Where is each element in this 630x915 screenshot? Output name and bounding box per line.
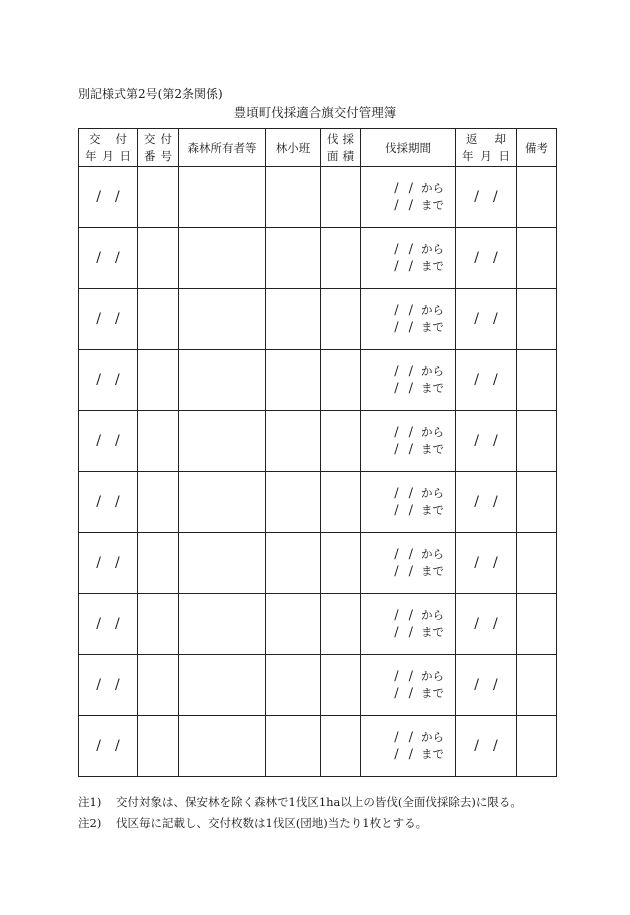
until-label: まで xyxy=(421,564,444,578)
remarks-cell[interactable] xyxy=(517,594,557,655)
owner-cell[interactable] xyxy=(179,228,266,289)
header-forest-section: 林小班 xyxy=(266,129,321,167)
area-cell[interactable] xyxy=(321,350,361,411)
return-date-cell[interactable] xyxy=(456,228,517,289)
table-row xyxy=(79,289,557,350)
issue-number-cell[interactable] xyxy=(138,594,179,655)
return-date-cell[interactable] xyxy=(456,289,517,350)
period-from: / / から xyxy=(394,668,447,685)
forest-section-cell[interactable] xyxy=(266,472,321,533)
issue-date-slashes xyxy=(79,555,137,571)
header-remarks: 備考 xyxy=(517,129,557,167)
period-cell[interactable] xyxy=(361,533,456,594)
date-slash: / xyxy=(96,433,101,449)
forest-section-cell[interactable] xyxy=(266,716,321,777)
owner-cell[interactable] xyxy=(179,411,266,472)
from-label: から xyxy=(421,242,444,256)
remarks-cell[interactable] xyxy=(517,716,557,777)
header-period: 伐採期間 xyxy=(361,129,456,167)
from-label: から xyxy=(421,608,444,622)
issue-number-cell[interactable] xyxy=(138,655,179,716)
until-label: まで xyxy=(421,625,444,639)
table-row xyxy=(79,716,557,777)
forest-section-cell[interactable] xyxy=(266,594,321,655)
from-label: から xyxy=(421,364,444,378)
issue-number-cell[interactable] xyxy=(138,472,179,533)
remarks-cell[interactable] xyxy=(517,167,557,228)
date-slash: / xyxy=(474,250,479,266)
period-until: / / まで xyxy=(394,197,447,214)
issue-number-cell[interactable] xyxy=(138,167,179,228)
date-slash: / xyxy=(115,677,120,693)
return-date-cell[interactable] xyxy=(456,594,517,655)
issue-date-slashes xyxy=(79,616,137,632)
area-cell[interactable] xyxy=(321,167,361,228)
until-label: まで xyxy=(421,686,444,700)
date-slash: / xyxy=(96,616,101,632)
date-slash: / xyxy=(474,616,479,632)
remarks-cell[interactable] xyxy=(517,289,557,350)
period-cell[interactable] xyxy=(361,228,456,289)
table-row xyxy=(79,472,557,533)
from-label: から xyxy=(421,547,444,561)
header-issue-date: 交 付 年 月 日 xyxy=(79,129,138,167)
date-slash: / xyxy=(493,616,498,632)
date-slash: / xyxy=(115,433,120,449)
period-cell[interactable] xyxy=(361,472,456,533)
table-row xyxy=(79,167,557,228)
period-until: / / まで xyxy=(394,563,447,580)
return-date-cell[interactable] xyxy=(456,472,517,533)
issue-date-slashes xyxy=(79,189,137,205)
issue-number-cell[interactable] xyxy=(138,411,179,472)
period-until: / / まで xyxy=(394,624,447,641)
date-slash: / xyxy=(96,738,101,754)
owner-cell[interactable] xyxy=(179,716,266,777)
issue-date-cell[interactable] xyxy=(79,472,138,533)
until-label: まで xyxy=(421,747,444,761)
return-date-cell[interactable] xyxy=(456,533,517,594)
date-slash: / xyxy=(96,372,101,388)
note-1: 注1) 交付対象は、保安林を除く森林で1伐区1ha以上の皆伐(全面伐採除去)に限る。 xyxy=(78,795,522,809)
issue-date-cell[interactable] xyxy=(79,411,138,472)
owner-cell[interactable] xyxy=(179,472,266,533)
table-row xyxy=(79,655,557,716)
date-slash: / xyxy=(493,250,498,266)
notes xyxy=(78,792,522,834)
return-date-slashes xyxy=(456,738,516,754)
return-date-slashes xyxy=(456,677,516,693)
date-slash: / xyxy=(474,311,479,327)
forest-section-cell[interactable] xyxy=(266,655,321,716)
until-label: まで xyxy=(421,320,444,334)
return-date-slashes xyxy=(456,189,516,205)
document-title: 豊頃町伐採適合旗交付管理簿 xyxy=(233,105,397,120)
return-date-cell[interactable] xyxy=(456,411,517,472)
header-area: 伐 採 面 積 xyxy=(321,129,361,167)
remarks-cell[interactable] xyxy=(517,350,557,411)
issue-date-slashes xyxy=(79,250,137,266)
date-slash: / xyxy=(474,555,479,571)
date-slash: / xyxy=(115,616,120,632)
forest-section-cell[interactable] xyxy=(266,167,321,228)
date-slash: / xyxy=(115,311,120,327)
issue-date-cell[interactable] xyxy=(79,289,138,350)
issue-date-cell[interactable] xyxy=(79,350,138,411)
area-cell[interactable] xyxy=(321,411,361,472)
return-date-cell[interactable] xyxy=(456,167,517,228)
ledger-table xyxy=(78,128,557,777)
forest-section-cell[interactable] xyxy=(266,228,321,289)
from-label: から xyxy=(421,730,444,744)
issue-date-slashes xyxy=(79,677,137,693)
date-slash: / xyxy=(115,555,120,571)
period-cell[interactable] xyxy=(361,655,456,716)
date-slash: / xyxy=(115,372,120,388)
period-cell[interactable] xyxy=(361,411,456,472)
return-date-slashes xyxy=(456,372,516,388)
return-date-slashes xyxy=(456,250,516,266)
issue-date-cell[interactable] xyxy=(79,594,138,655)
issue-date-slashes xyxy=(79,433,137,449)
return-date-cell[interactable] xyxy=(456,350,517,411)
period-until: / / まで xyxy=(394,685,447,702)
return-date-slashes xyxy=(456,494,516,510)
header-return-date: 返 却 年 月 日 xyxy=(456,129,517,167)
date-slash: / xyxy=(96,555,101,571)
owner-cell[interactable] xyxy=(179,289,266,350)
date-slash: / xyxy=(115,250,120,266)
from-label: から xyxy=(421,669,444,683)
forest-section-cell[interactable] xyxy=(266,533,321,594)
from-label: から xyxy=(421,181,444,195)
until-label: まで xyxy=(421,503,444,517)
from-label: から xyxy=(421,425,444,439)
period-from: / / から xyxy=(394,729,447,746)
return-date-slashes xyxy=(456,616,516,632)
until-label: まで xyxy=(421,381,444,395)
forest-section-cell[interactable] xyxy=(266,411,321,472)
from-label: から xyxy=(421,486,444,500)
period-cell[interactable] xyxy=(361,167,456,228)
return-date-slashes xyxy=(456,555,516,571)
date-slash: / xyxy=(493,494,498,510)
date-slash: / xyxy=(96,250,101,266)
until-label: まで xyxy=(421,259,444,273)
issue-date-cell[interactable] xyxy=(79,228,138,289)
period-until: / / まで xyxy=(394,258,447,275)
table-row xyxy=(79,350,557,411)
date-slash: / xyxy=(96,189,101,205)
issue-date-cell[interactable] xyxy=(79,167,138,228)
area-cell[interactable] xyxy=(321,655,361,716)
date-slash: / xyxy=(493,311,498,327)
date-slash: / xyxy=(493,738,498,754)
issue-date-cell[interactable] xyxy=(79,655,138,716)
table-row xyxy=(79,533,557,594)
remarks-cell[interactable] xyxy=(517,655,557,716)
issue-date-slashes xyxy=(79,311,137,327)
form-label: 別記様式第2号(第2条関係) xyxy=(78,87,223,101)
period-from: / / から xyxy=(394,546,447,563)
table-row xyxy=(79,594,557,655)
period-from: / / から xyxy=(394,180,447,197)
table-row xyxy=(79,228,557,289)
date-slash: / xyxy=(115,494,120,510)
issue-date-cell[interactable] xyxy=(79,533,138,594)
area-cell[interactable] xyxy=(321,289,361,350)
date-slash: / xyxy=(96,677,101,693)
header-owner: 森林所有者等 xyxy=(179,129,266,167)
date-slash: / xyxy=(474,189,479,205)
issue-date-slashes xyxy=(79,494,137,510)
period-until: / / まで xyxy=(394,746,447,763)
return-date-slashes xyxy=(456,433,516,449)
period-cell[interactable] xyxy=(361,289,456,350)
owner-cell[interactable] xyxy=(179,350,266,411)
date-slash: / xyxy=(474,372,479,388)
issue-date-cell[interactable] xyxy=(79,716,138,777)
owner-cell[interactable] xyxy=(179,594,266,655)
remarks-cell[interactable] xyxy=(517,533,557,594)
date-slash: / xyxy=(474,677,479,693)
date-slash: / xyxy=(474,433,479,449)
period-until: / / まで xyxy=(394,441,447,458)
from-label: から xyxy=(421,303,444,317)
forest-section-cell[interactable] xyxy=(266,350,321,411)
date-slash: / xyxy=(493,189,498,205)
period-from: / / から xyxy=(394,424,447,441)
date-slash: / xyxy=(96,311,101,327)
period-until: / / まで xyxy=(394,319,447,336)
period-until: / / まで xyxy=(394,380,447,397)
date-slash: / xyxy=(493,677,498,693)
owner-cell[interactable] xyxy=(179,655,266,716)
owner-cell[interactable] xyxy=(179,533,266,594)
period-cell[interactable] xyxy=(361,716,456,777)
date-slash: / xyxy=(493,372,498,388)
return-date-cell[interactable] xyxy=(456,655,517,716)
issue-number-cell[interactable] xyxy=(138,716,179,777)
date-slash: / xyxy=(474,738,479,754)
period-from: / / から xyxy=(394,485,447,502)
note-2: 注2) 伐区毎に記載し、交付枚数は1伐区(団地)当たり1枚とする。 xyxy=(78,816,428,830)
table-row xyxy=(79,411,557,472)
period-from: / / から xyxy=(394,363,447,380)
issue-date-slashes xyxy=(79,372,137,388)
period-cell[interactable] xyxy=(361,350,456,411)
period-cell[interactable] xyxy=(361,594,456,655)
period-from: / / から xyxy=(394,607,447,624)
issue-number-cell[interactable] xyxy=(138,350,179,411)
forest-section-cell[interactable] xyxy=(266,289,321,350)
remarks-cell[interactable] xyxy=(517,228,557,289)
date-slash: / xyxy=(96,494,101,510)
area-cell[interactable] xyxy=(321,533,361,594)
area-cell[interactable] xyxy=(321,472,361,533)
period-from: / / から xyxy=(394,302,447,319)
date-slash: / xyxy=(115,189,120,205)
header-row xyxy=(79,129,557,167)
period-until: / / まで xyxy=(394,502,447,519)
period-from: / / から xyxy=(394,241,447,258)
issue-number-cell[interactable] xyxy=(138,289,179,350)
return-date-slashes xyxy=(456,311,516,327)
remarks-cell[interactable] xyxy=(517,472,557,533)
until-label: まで xyxy=(421,442,444,456)
owner-cell[interactable] xyxy=(179,167,266,228)
area-cell[interactable] xyxy=(321,594,361,655)
until-label: まで xyxy=(421,198,444,212)
issue-number-cell[interactable] xyxy=(138,533,179,594)
return-date-cell[interactable] xyxy=(456,716,517,777)
remarks-cell[interactable] xyxy=(517,411,557,472)
header-issue-number: 交 付 番 号 xyxy=(138,129,179,167)
area-cell[interactable] xyxy=(321,716,361,777)
date-slash: / xyxy=(493,433,498,449)
issue-number-cell[interactable] xyxy=(138,228,179,289)
date-slash: / xyxy=(493,555,498,571)
issue-date-slashes xyxy=(79,738,137,754)
area-cell[interactable] xyxy=(321,228,361,289)
date-slash: / xyxy=(115,738,120,754)
date-slash: / xyxy=(474,494,479,510)
